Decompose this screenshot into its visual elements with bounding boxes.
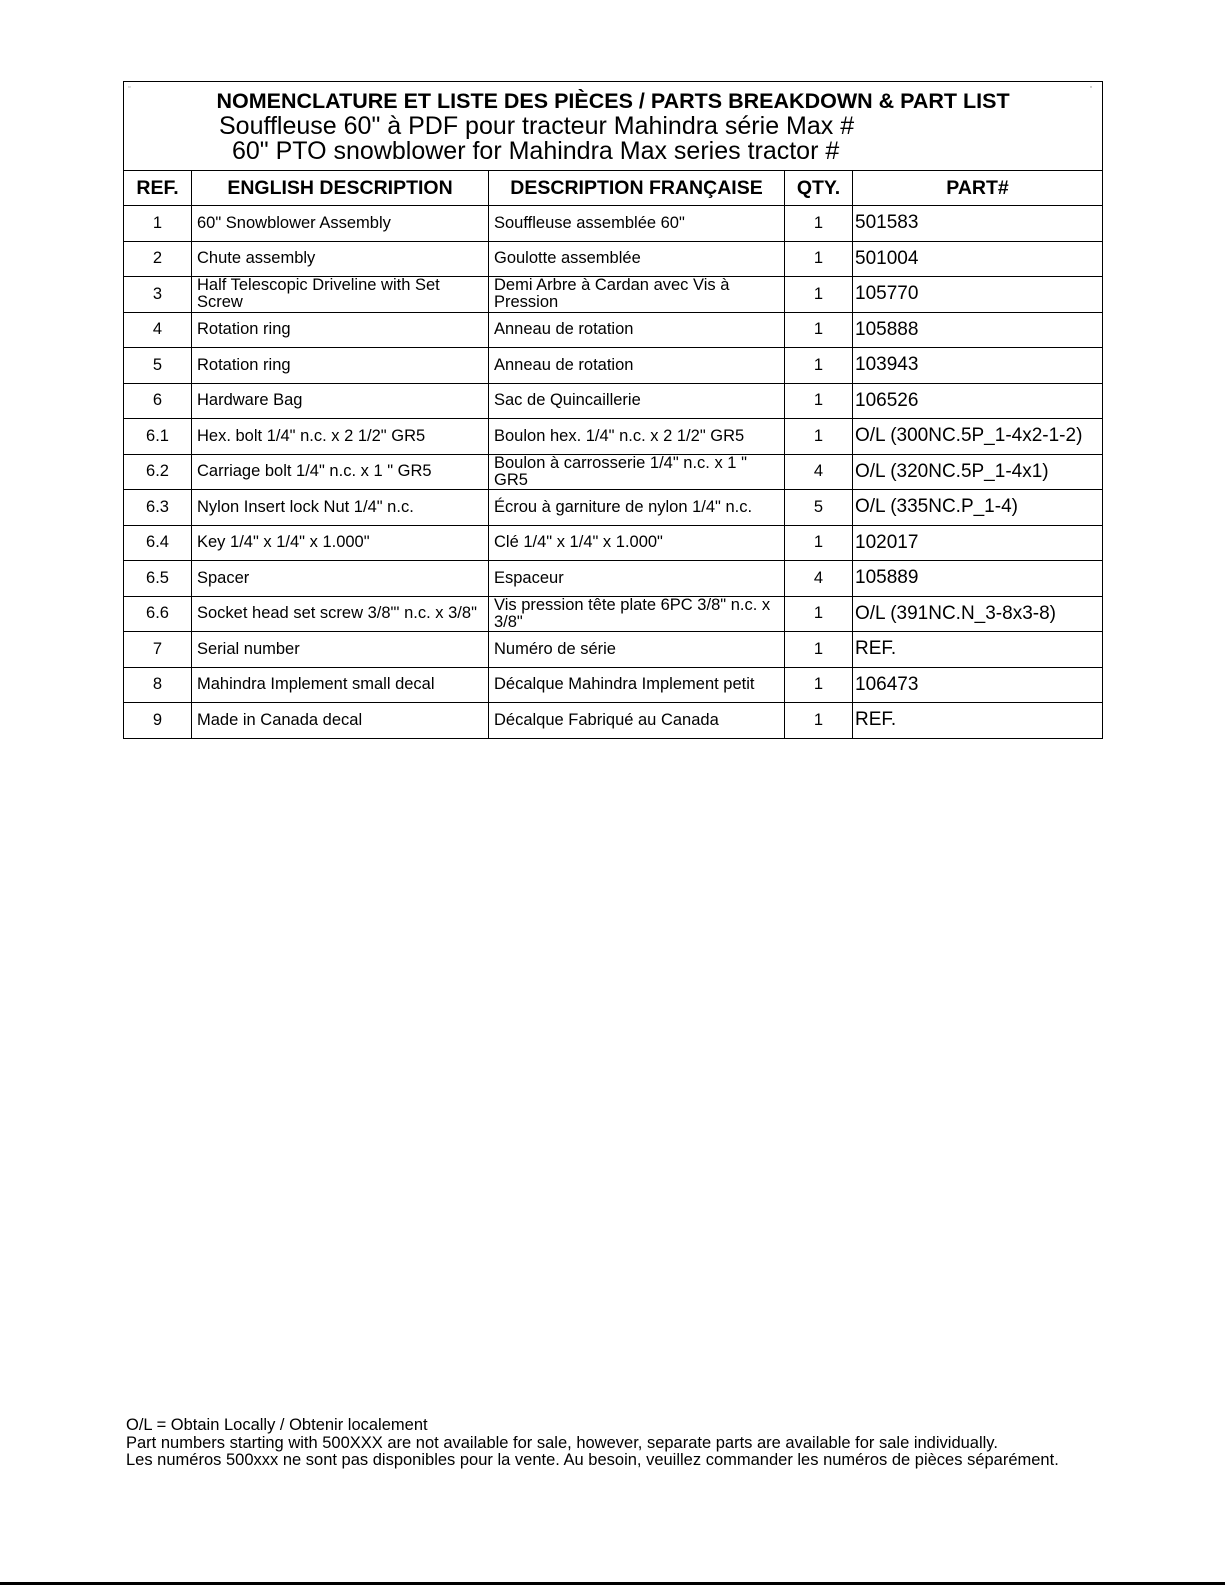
cell-ref: 6.3 [124, 490, 192, 526]
cell-english-description: Half Telescopic Driveline with Set Screw [192, 277, 489, 313]
cell-english-description: 60" Snowblower Assembly [192, 206, 489, 242]
cell-english-description: Spacer [192, 561, 489, 597]
cell-english-description: Hex. bolt 1/4" n.c. x 2 1/2" GR5 [192, 419, 489, 455]
cell-french-description: Décalque Mahindra Implement petit [489, 667, 785, 703]
header-french-description: DESCRIPTION FRANÇAISE [489, 171, 785, 206]
table-row [124, 632, 1103, 668]
cell-french-description: Demi Arbre à Cardan avec Vis à Pression [489, 277, 785, 313]
parts-table [123, 81, 1103, 739]
table-row [124, 703, 1103, 739]
cell-french-description: Boulon à carrosserie 1/4" n.c. x 1 " GR5 [489, 454, 785, 490]
cell-qty: 1 [785, 312, 853, 348]
cell-qty: 1 [785, 206, 853, 242]
cell-ref: 8 [124, 667, 192, 703]
cell-ref: 9 [124, 703, 192, 739]
document-title: NOMENCLATURE ET LISTE DES PIÈCES / PARTS BREAKDOWN & PART LIST [216, 89, 1010, 113]
cell-part-number: O/L (300NC.5P_1-4x2-1-2) [853, 419, 1103, 455]
cell-ref: 2 [124, 241, 192, 277]
cell-qty: 4 [785, 561, 853, 597]
cell-qty: 5 [785, 490, 853, 526]
table-row [124, 419, 1103, 455]
cell-french-description: Goulotte assemblée [489, 241, 785, 277]
cell-french-description: Boulon hex. 1/4" n.c. x 2 1/2" GR5 [489, 419, 785, 455]
table-row [124, 561, 1103, 597]
cell-part-number: 106526 [853, 383, 1103, 419]
cell-qty: 1 [785, 383, 853, 419]
cell-french-description: Numéro de série [489, 632, 785, 668]
cell-ref: 6.4 [124, 525, 192, 561]
cell-ref: 6 [124, 383, 192, 419]
table-row [124, 277, 1103, 313]
cell-qty: 1 [785, 596, 853, 632]
cell-english-description: Made in Canada decal [192, 703, 489, 739]
cell-part-number: 501004 [853, 241, 1103, 277]
table-row [124, 525, 1103, 561]
cell-french-description: Vis pression tête plate 6PC 3/8" n.c. x 3/8" [489, 596, 785, 632]
header-english-description: ENGLISH DESCRIPTION [192, 171, 489, 206]
title-block [124, 82, 1103, 171]
table-row [124, 241, 1103, 277]
cell-qty: 1 [785, 348, 853, 384]
cell-part-number: 106473 [853, 667, 1103, 703]
footnote-obtain-locally: O/L = Obtain Locally / Obtenir localement [126, 1416, 428, 1434]
table-row [124, 348, 1103, 384]
table-header-row [124, 171, 1103, 206]
cell-english-description: Rotation ring [192, 348, 489, 384]
corner-mark-right: ▫ [1089, 84, 1093, 91]
header-ref: REF. [124, 171, 192, 206]
cell-part-number: 501583 [853, 206, 1103, 242]
cell-french-description: Écrou à garniture de nylon 1/4" n.c. [489, 490, 785, 526]
cell-qty: 1 [785, 277, 853, 313]
cell-english-description: Key 1/4" x 1/4" x 1.000" [192, 525, 489, 561]
cell-qty: 1 [785, 632, 853, 668]
french-subtitle: Souffleuse 60" à PDF pour tracteur Mahindra série Max # [219, 112, 855, 140]
cell-qty: 4 [785, 454, 853, 490]
cell-part-number: O/L (320NC.5P_1-4x1) [853, 454, 1103, 490]
cell-qty: 1 [785, 667, 853, 703]
cell-ref: 4 [124, 312, 192, 348]
header-qty: QTY. [785, 171, 853, 206]
cell-ref: 7 [124, 632, 192, 668]
cell-ref: 5 [124, 348, 192, 384]
cell-part-number: 105770 [853, 277, 1103, 313]
cell-english-description: Mahindra Implement small decal [192, 667, 489, 703]
footnotes [126, 1417, 1059, 1470]
table-row [124, 383, 1103, 419]
cell-part-number: REF. [853, 703, 1103, 739]
cell-ref: 6.1 [124, 419, 192, 455]
table-row [124, 454, 1103, 490]
cell-french-description: Décalque Fabriqué au Canada [489, 703, 785, 739]
cell-qty: 1 [785, 419, 853, 455]
cell-part-number: 102017 [853, 525, 1103, 561]
english-subtitle: 60" PTO snowblower for Mahindra Max series tractor # [232, 137, 840, 165]
cell-qty: 1 [785, 241, 853, 277]
cell-ref: 6.6 [124, 596, 192, 632]
cell-english-description: Serial number [192, 632, 489, 668]
cell-ref: 6.2 [124, 454, 192, 490]
cell-english-description: Rotation ring [192, 312, 489, 348]
cell-ref: 1 [124, 206, 192, 242]
cell-ref: 6.5 [124, 561, 192, 597]
cell-english-description: Hardware Bag [192, 383, 489, 419]
cell-english-description: Chute assembly [192, 241, 489, 277]
cell-french-description: Sac de Quincaillerie [489, 383, 785, 419]
cell-part-number: 105888 [853, 312, 1103, 348]
cell-french-description: Souffleuse assemblée 60" [489, 206, 785, 242]
cell-french-description: Anneau de rotation [489, 348, 785, 384]
table-row [124, 667, 1103, 703]
footnote-part-numbers-fr: Les numéros 500xxx ne sont pas disponibles pour la vente. Au besoin, veuillez commander les numéros de pièces séparément. [126, 1451, 1059, 1469]
cell-english-description: Carriage bolt 1/4" n.c. x 1 " GR5 [192, 454, 489, 490]
table-row [124, 206, 1103, 242]
cell-french-description: Espaceur [489, 561, 785, 597]
cell-qty: 1 [785, 525, 853, 561]
cell-part-number: 105889 [853, 561, 1103, 597]
footnote-part-numbers-en: Part numbers starting with 500XXX are not available for sale, however, separate parts are available for sale individually. [126, 1433, 998, 1452]
cell-french-description: Anneau de rotation [489, 312, 785, 348]
parts-list-sheet [123, 81, 1102, 739]
header-part-number: PART# [853, 171, 1103, 206]
cell-english-description: Socket head set screw 3/8"' n.c. x 3/8" [192, 596, 489, 632]
cell-english-description: Nylon Insert lock Nut 1/4" n.c. [192, 490, 489, 526]
table-body [124, 206, 1103, 739]
cell-ref: 3 [124, 277, 192, 313]
cell-part-number: O/L (335NC.P_1-4) [853, 490, 1103, 526]
corner-mark-left: ▫ [128, 84, 131, 91]
cell-part-number: 103943 [853, 348, 1103, 384]
table-row [124, 596, 1103, 632]
cell-french-description: Clé 1/4" x 1/4" x 1.000" [489, 525, 785, 561]
table-row [124, 490, 1103, 526]
cell-part-number: REF. [853, 632, 1103, 668]
table-row [124, 312, 1103, 348]
cell-qty: 1 [785, 703, 853, 739]
cell-part-number: O/L (391NC.N_3-8x3-8) [853, 596, 1103, 632]
